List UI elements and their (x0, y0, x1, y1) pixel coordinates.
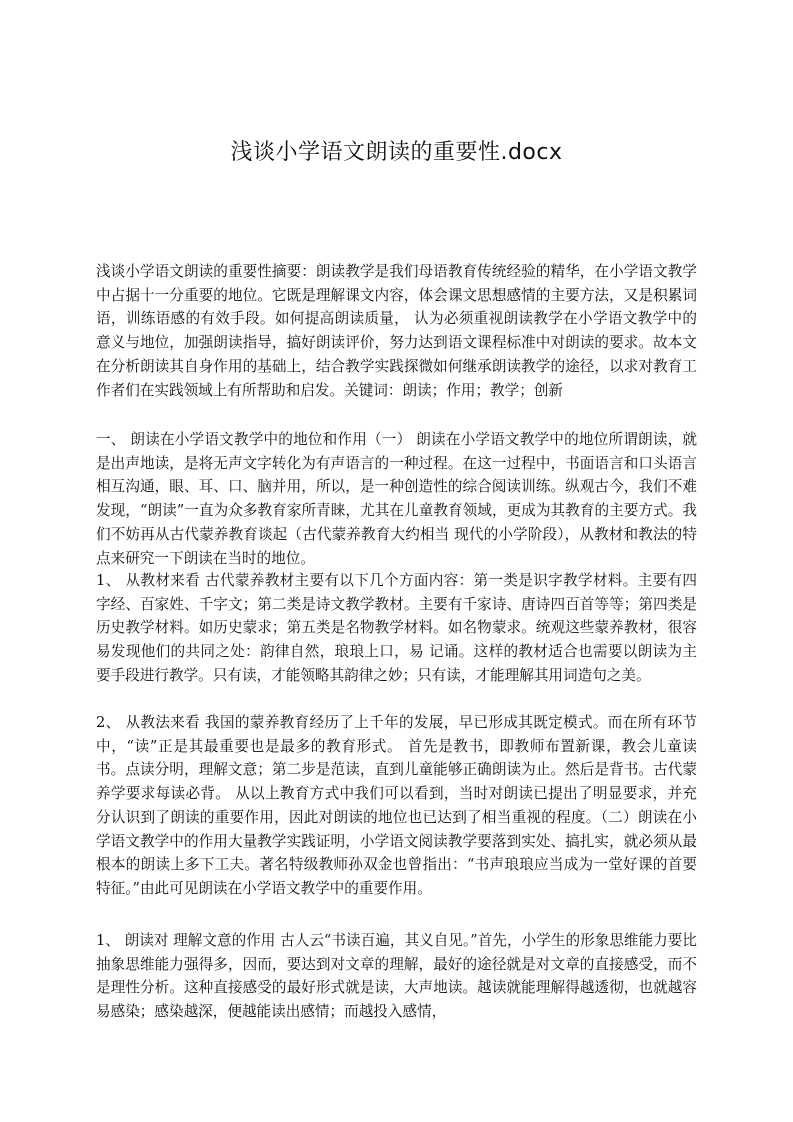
teaching-method-paragraph: 2、 从教法来看 我国的蒙养教育经历了上千年的发展，早已形成其既定模式。而在所有环节中，“读”正是其最重要也是最多的教育形式。 首先是教书，即教师布置新课，教会儿童读书。点读分明，理解文意；第二步是范读，直到儿童能够正确朗读为止。然后是背书。古代蒙养学要求每读必背。 从以上教育方式中我们可以看到，当时对朗读已提出了明显要求，并充分认识到了朗读的重要作用，因此对朗读的地位也已达到了相当重视的程度。（二）朗读在小学语文教学中的作用大量教学实践证明，小学语文阅读教学要落到实处、搞扎实，就必须从最根本的朗读上多下工夫。著名特级教师孙双金也曾指出：“书声琅琅应当成为一堂好课的首要特征。”由此可见朗读在小学语文教学中的重要作用。 (96, 714, 697, 897)
comprehension-paragraph: 1、 朗读对 理解文意的作用 古人云“书读百遍，其义自见。”首先，小学生的形象思维能力要比抽象思维能力强得多，因而，要达到对文章的理解，最好的途径就是对文章的直接感受，而不是理性分析。这种直接感受的最好形式就是读，大声地读。越读就能理解得越透彻，也就越容易感染；感染越深，便越能读出感情；而越投入感情， (96, 932, 697, 1021)
section-one-paragraph: 一、 朗读在小学语文教学中的地位和作用（一） 朗读在小学语文教学中的地位所谓朗读，就是出声地读，是将无声文字转化为有声语言的一种过程。在这一过程中，书面语言和口头语言相互沟通，眼、耳、口、脑并用，所以，是一种创造性的综合阅读训练。纵观古今，我们不难发现，“朗读”一直为众多教育家所青睐，尤其在儿童教育领域，更成为其教育的主要方式。我们不妨再从古代蒙养教育谈起（古代蒙养教育大约相当 现代的小学阶段），从教材和教法的特点来研究一下朗读在当时的地位。 (96, 431, 697, 567)
abstract-paragraph: 浅谈小学语文朗读的重要性摘要：朗读教学是我们母语教育传统经验的精华，在小学语文教学中占据十一分重要的地位。它既是理解课文内容，体会课文思想感情的主要方法，又是积累词语，训练语感的有效手段。如何提高朗读质量， 认为必须重视朗读教学在小学语文教学中的意义与地位，加强朗读指导，搞好朗读评价，努力达到语文课程标准中对朗读的要求。故本文在分析朗读其自身作用的基础上，结合教学实践探微如何继承朗读教学的途径，以求对教育工作者们在实践领域上有所帮助和启发。关键词：朗读；作用；教学；创新 (96, 263, 697, 399)
document-title: 浅谈小学语文朗读的重要性.docx (230, 140, 563, 165)
textbook-paragraph: 1、 从教材来看 古代蒙养教材主要有以下几个方面内容：第一类是识字教学材料。主要有四字经、百家姓、千字文；第二类是诗文教学教材。主要有千家诗、唐诗四百首等等；第四类是历史教学材料。如历史蒙求；第五类是名物教学材料。如名物蒙求。统观这些蒙养教材，很容易发现他们的共同之处：韵律自然，琅琅上口，易 记诵。这样的教材适合也需要以朗读为主要手段进行教学。只有读，才能领略其韵律之妙；只有读，才能理解其用词造句之美。 (96, 572, 697, 684)
